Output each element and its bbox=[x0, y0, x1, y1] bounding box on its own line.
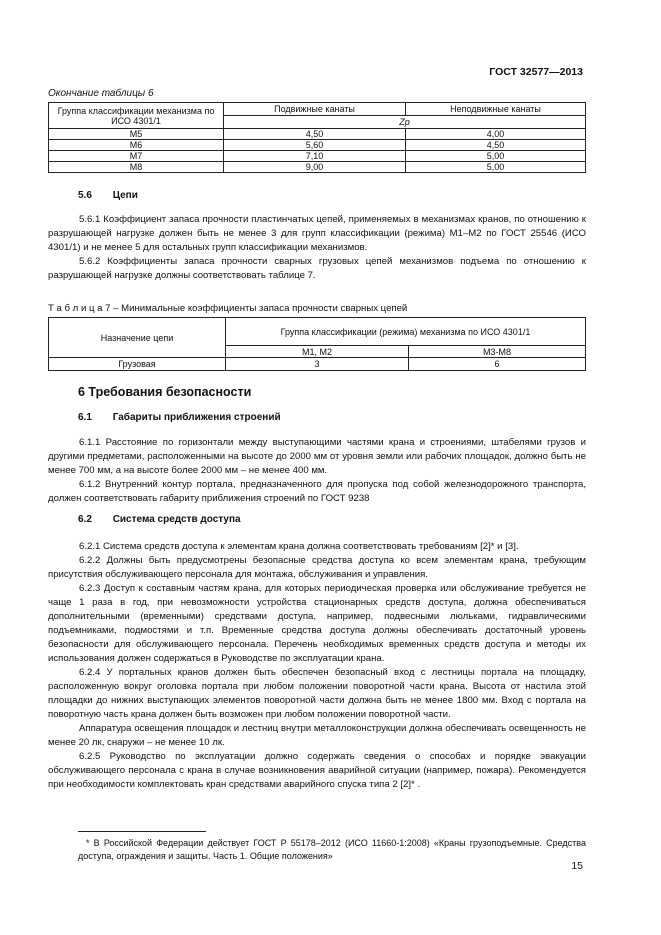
paragraph: 6.1.2 Внутренний контур портала, предназначенного для пропуска под собой железнодорожного транспорта, должен соответствовать габариту приближения строений по ГОСТ 9238 bbox=[48, 479, 586, 504]
table-cell: 5,00 bbox=[406, 151, 586, 162]
section-number: 6.1 bbox=[78, 412, 92, 423]
footnote-text: * В Российской Федерации действует ГОСТ Р 55178–2012 (ИСО 11660-1:2008) «Краны грузоподъемные. Средства доступа, ограждения и защиты. Часть 1. Общие положения» bbox=[78, 838, 586, 861]
section-title: Система средств доступа bbox=[112, 514, 241, 525]
table-cell: 5,00 bbox=[406, 162, 586, 173]
standard-number: ГОСТ 32577—2013 bbox=[489, 66, 583, 78]
table-6 bbox=[48, 102, 586, 173]
table-7-header-m3m8: М3-М8 bbox=[409, 346, 586, 358]
table-cell: 6 bbox=[409, 358, 586, 371]
table-cell: Грузовая bbox=[49, 358, 226, 371]
table-cell: 5,60 bbox=[224, 140, 406, 151]
table-cell: М5 bbox=[49, 129, 224, 140]
table-row bbox=[49, 129, 586, 140]
section-number: 5.6 bbox=[78, 190, 92, 201]
paragraph: Аппаратура освещения площадок и лестниц внутри металлоконструкции должна обеспечивать освещенность не менее 20 лк, снаружи – не менее 10 лк. bbox=[48, 723, 586, 748]
footnote bbox=[78, 837, 586, 863]
section-6-1-body bbox=[48, 436, 586, 506]
section-5-6-heading bbox=[78, 190, 138, 201]
section-5-6-body bbox=[48, 213, 586, 283]
table-cell: 3 bbox=[226, 358, 409, 371]
table-6-header-moving: Подвижные канаты bbox=[224, 103, 406, 116]
paragraph: 6.2.2 Должны быть предусмотрены безопасные средства доступа ко всем элементам крана, требующим присутствия обслуживающего персонала для монтажа, обслуживания и управления. bbox=[48, 555, 586, 580]
table-cell: 4,50 bbox=[224, 129, 406, 140]
table-cell: 7,10 bbox=[224, 151, 406, 162]
table-7 bbox=[48, 317, 586, 371]
table-7-header-purpose: Назначение цепи bbox=[49, 318, 226, 358]
table-row bbox=[49, 151, 586, 162]
paragraph: 6.2.3 Доступ к составным частям крана, для которых периодическая проверка или обслуживание требуется не чаще 1 раза в год, при невозможности устройства стационарных средств доступа, должна обеспечиваться дополнительными (временными) средствами доступа, например, подвесными люльками, гидравлическими подъемниками, подмостями и т.п. Временные средства доступа должны обеспечивать достаточный уровень безопасности для обслуживающего персонала. Перечень необходимых временных средств доступа и методы их использования должен содержаться в Руководстве по эксплуатации крана. bbox=[48, 583, 586, 664]
page-number: 15 bbox=[571, 860, 583, 872]
table-continuation-caption: Окончание таблицы 6 bbox=[48, 88, 154, 99]
section-6-2-heading bbox=[78, 514, 241, 525]
table-7-header-m1m2: М1, М2 bbox=[226, 346, 409, 358]
paragraph: 6.2.5 Руководство по эксплуатации должно содержать сведения о способах и порядке эвакуации обслуживающего персонала с крана в случае возникновения аварийной ситуации (например, пожара). Рекомендуется при необходимости комплектовать кран средствами аварийного спуска типа 2 [2]* . bbox=[48, 751, 586, 790]
table-cell: 4,00 bbox=[406, 129, 586, 140]
paragraph: 6.2.1 Система средств доступа к элементам крана должна соответствовать требованиям [2]* и [3]. bbox=[79, 541, 519, 552]
table-row bbox=[49, 140, 586, 151]
table-cell: М6 bbox=[49, 140, 224, 151]
paragraph: 5.6.1 Коэффициент запаса прочности пластинчатых цепей, применяемых в механизмах кранов, по отношению к разрушающей нагрузке должен быть не менее 3 для групп классификации (режима) М1–М2 по ГОСТ 25546 (ИСО 4301/1) и не менее 5 для остальных групп классификации механизмов. bbox=[48, 214, 586, 253]
table-6-subheader: Zp bbox=[224, 116, 586, 129]
table-7-caption-text: – Минимальные коэффициенты запаса прочности сварных цепей bbox=[110, 303, 408, 314]
paragraph: 6.1.1 Расстояние по горизонтали между выступающими частями крана и строениями, штабелями грузов и другими предметами, расположенными на высоте до 2000 мм от уровня земли или рабочих площадок, должно быть не менее 700 мм, а на высоте более 2000 мм – не менее 400 мм. bbox=[48, 437, 586, 476]
section-6-1-heading bbox=[78, 412, 281, 423]
table-cell: М8 bbox=[49, 162, 224, 173]
table-6-header-group: Группа классификации механизма по ИСО 4301/1 bbox=[49, 103, 224, 129]
table-row bbox=[49, 162, 586, 173]
paragraph: 5.6.2 Коэффициенты запаса прочности сварных грузовых цепей механизмов подъема по отношению к разрушающей нагрузке должны соответствовать таблице 7. bbox=[48, 256, 586, 281]
section-number: 6.2 bbox=[78, 514, 92, 525]
section-6-2-body bbox=[48, 540, 586, 792]
paragraph: 6.2.4 У портальных кранов должен быть обеспечен безопасный вход с лестницы портала на площадку, расположенную вокруг оголовка портала при любом положении поворотной части крана. Высота от настила этой площадки до нижних выступающих элементов поворотной части должна быть не менее 1800 мм. Вход с портала на поворотную часть крана должен быть возможен при любом положении поворотной части. bbox=[48, 667, 586, 720]
table-cell: М7 bbox=[49, 151, 224, 162]
table-cell: 9,00 bbox=[224, 162, 406, 173]
table-6-header-fixed: Неподвижные канаты bbox=[406, 103, 586, 116]
section-6-heading: 6 Требования безопасности bbox=[78, 385, 252, 399]
table-7-caption-prefix: Т а б л и ц а 7 bbox=[48, 303, 111, 314]
table-7-caption bbox=[48, 303, 407, 314]
table-row bbox=[49, 358, 586, 371]
table-cell: 4,50 bbox=[406, 140, 586, 151]
table-7-header-group: Группа классификации (режима) механизма по ИСО 4301/1 bbox=[226, 318, 586, 346]
footnote-separator bbox=[78, 831, 206, 832]
section-title: Цепи bbox=[112, 190, 138, 201]
section-title: Габариты приближения строений bbox=[112, 412, 281, 423]
